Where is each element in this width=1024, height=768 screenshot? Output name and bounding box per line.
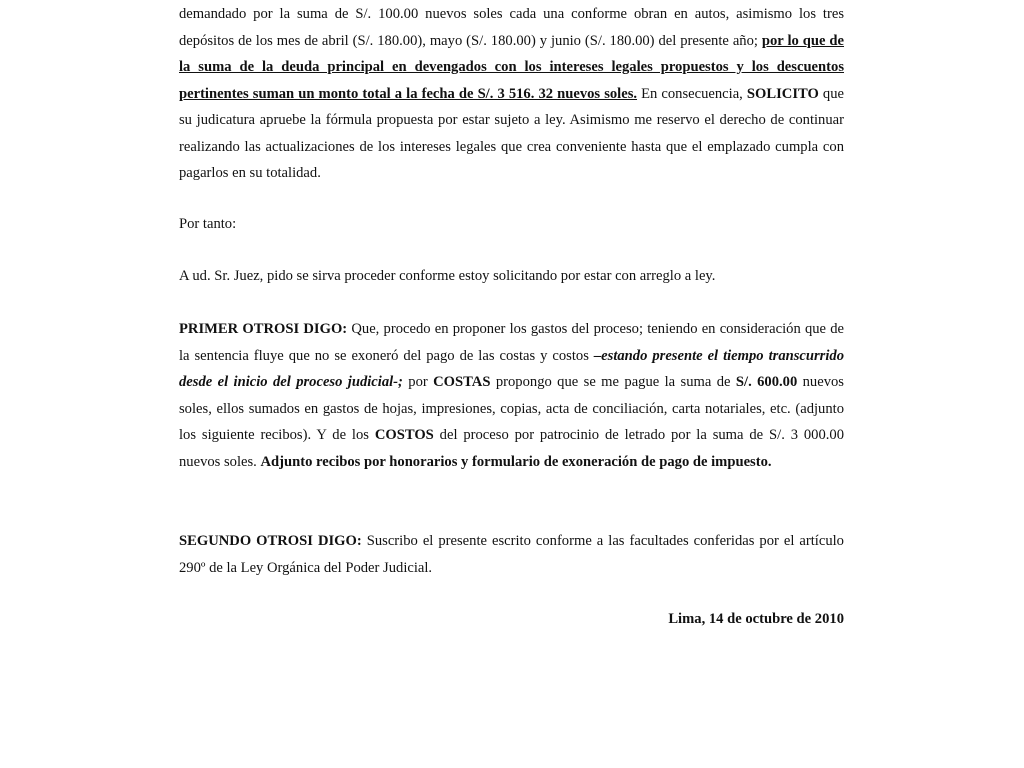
paragraph-text: que su judicatura apruebe la fórmula propuesta por estar sujeto a ley. Asimismo me reservo el derecho de continuar realizando las actualizaciones de los intereses legales que crea conveniente hasta que el emplazado cumpla con pagarlos en su totalidad. <box>179 85 844 181</box>
italic-remark: –estando presente el tiempo transcurrido desde el inicio del proceso judicial-; <box>179 347 845 390</box>
place-date-signature: Lima, 14 de octubre de 2010 <box>668 611 844 627</box>
paragraph-text: por <box>402 374 434 390</box>
primer-otrosi-paragraph <box>179 316 844 475</box>
paragraph-text: Que, procedo en proponer los gastos del proceso; teniendo en consideración que de la sentencia fluye que no se exoneró del pago de las costas y costos <box>179 321 845 364</box>
paragraph-solicito <box>179 1 844 187</box>
por-tanto-line: Por tanto: <box>179 216 237 232</box>
paragraph-text: Suscribo el presente escrito conforme a las facultades conferidas por el artículo 290º de la Ley Orgánica del Poder Judicial. <box>179 533 844 576</box>
segundo-otrosi-paragraph <box>179 528 844 581</box>
paragraph-text: nuevos soles, ellos sumados en gastos de hojas, impresiones, copias, acta de conciliación, carta notariales, etc. (adjunto los siguiente recibos). Y de los <box>179 374 844 443</box>
total-amount-statement: por lo que de la suma de la deuda principal en devengados con los intereses legales propuestos y los descuentos pertinentes suman un monto total a la fecha de S/. 3 516. 32 nuevos soles. <box>179 32 845 102</box>
costas-keyword: COSTAS <box>433 374 491 390</box>
paragraph-text: demandado por la suma de S/. 100.00 nuevos soles cada una conforme obran en autos, asimismo los tres depósitos de los mes de abril (S/. 180.00), mayo (S/. 180.00) y junio (S/. 180.00) del presente año; <box>179 6 844 49</box>
solicito-keyword: SOLICITO <box>746 85 819 102</box>
paragraph-text: En consecuencia, <box>637 85 747 102</box>
segundo-otrosi-heading: SEGUNDO OTROSI DIGO: <box>179 533 362 549</box>
paragraph-text: propongo que se me pague la suma de <box>490 374 736 390</box>
attachments-note: Adjunto recibos por honorarios y formulario de exoneración de pago de impuesto. <box>260 453 772 470</box>
primer-otrosi-heading: PRIMER OTROSI DIGO: <box>179 321 348 337</box>
costos-keyword: COSTOS <box>374 427 434 443</box>
paragraph-text: del proceso por patrocinio de letrado por la suma de S/. 3 000.00 nuevos soles. <box>179 427 844 470</box>
costas-amount: S/. 600.00 <box>735 374 798 390</box>
request-line: A ud. Sr. Juez, pido se sirva proceder conforme estoy solicitando por estar con arreglo a ley. <box>179 268 716 284</box>
